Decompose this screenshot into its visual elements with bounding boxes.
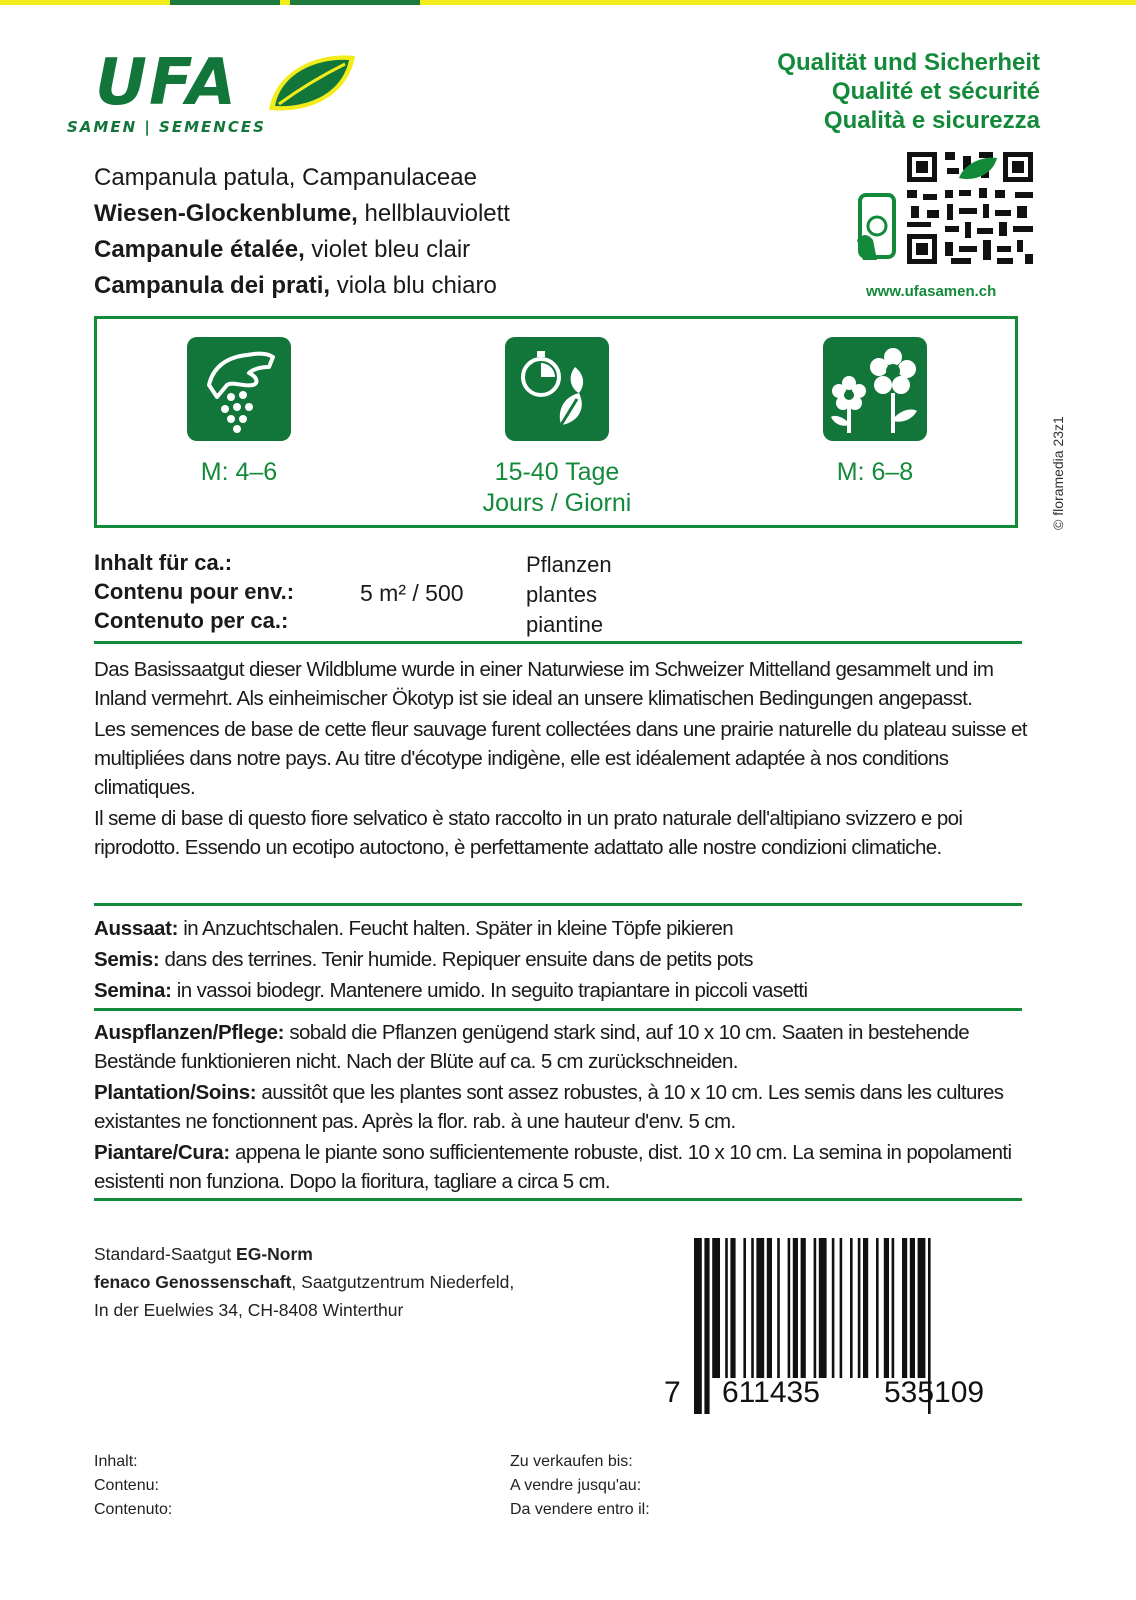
- sowing-section: Aussaat: in Anzuchtschalen. Feucht halten. Später in kleine Töpfe pikieren Semis: dans des terrines. Tenir humide. Repiquer ensuite dans de petits pots Semina: in vassoi biodegr. Mantenere umido. In seguito trapiantare in piccoli vasetti: [94, 917, 808, 1002]
- logo-subtitle: SAMEN | SEMENCES: [67, 118, 266, 136]
- sowing-hand-icon: [187, 337, 291, 441]
- description-it: Il seme di base di questo fiore selvatico è stato raccolto in un prato naturale dell'altipiano svizzero e poi riprodotto. Essendo un ecotipo autoctono, è perfettamente adattato alle nostre condizioni climatiche.: [94, 807, 963, 859]
- sell-by-fields: Zu verkaufen bis: A vendre jusqu'au: Da vendere entro il:: [510, 1453, 650, 1518]
- latin-name: Campanula patula, Campanulaceae: [94, 164, 477, 191]
- website-link[interactable]: www.ufasamen.ch: [866, 283, 997, 300]
- divider: [94, 641, 1022, 644]
- description-fr: Les semences de base de cette fleur sauvage furent collectées dans une prairie naturelle du plateau suisse et multipliées dans notre pays. Au titre d'écotype indigène, elle est idéalement adaptée à nos conditions climatiques.: [94, 718, 1027, 799]
- content-labels: Inhalt für ca.: Contenu pour env.: Contenuto per ca.:: [94, 550, 295, 633]
- content-fill-fields: Inhalt: Contenu: Contenuto:: [94, 1453, 173, 1518]
- qr-code-icon[interactable]: [855, 150, 1040, 280]
- sowing-months-label: M: 4–6: [200, 458, 278, 486]
- ean-digits-left: 611435: [722, 1376, 820, 1409]
- germination-days-label: 15-40 Tage Jours / Giorni: [482, 458, 632, 517]
- divider: [94, 903, 1022, 906]
- quality-de: Qualität und Sicherheit: [777, 49, 1040, 76]
- flowering-icon: [823, 337, 927, 441]
- french-name: Campanule étalée, violet bleu clair: [94, 236, 471, 263]
- ean-digit-prefix: 7: [664, 1376, 681, 1409]
- producer-info: Standard-Saatgut EG-Norm fenaco Genossenschaft, Saatgutzentrum Niederfeld, In der Euelwies 34, CH-8408 Winterthur: [94, 1244, 515, 1320]
- description-de: Das Basissaatgut dieser Wildblume wurde in einer Naturwiese im Schweizer Mittelland gesammelt und im Inland vermehrt. Als einheimischer Ökotyp ist sie ideal an unsere klimatischen Bedingungen angepasst.: [94, 658, 994, 710]
- flowering-months-label: M: 6–8: [836, 458, 914, 486]
- top-color-stripe: [0, 0, 1136, 5]
- content-amount: 5 m² / 500: [360, 580, 464, 606]
- floramedia-copyright: © floramedia 23z1: [1050, 416, 1066, 530]
- quality-it: Qualità e sicurezza: [823, 107, 1040, 134]
- divider: [94, 1198, 1022, 1201]
- smartphone-icon: [857, 195, 894, 260]
- planting-section: Auspflanzen/Pflege: sobald die Pflanzen genügend stark sind, auf 10 x 10 cm. Saaten in bestehende Bestände funktionieren nicht. Nach der Blüte auf ca. 5 cm zurückschneiden. Plantation/Soins: aussitôt que les plantes sont assez robustes, à 10 x 10 cm. Les semis dans les cultures existantes ne fonctionnent pas. Après la flor. rab. à une hauteur d'env. 5 cm. Piantare/Cura: appena le piante sono sufficientemente robuste, dist. 10 x 10 cm. La semina in popolamenti esistenti non funziona. Dopo la fioritura, tagliare a circa 5 cm.: [94, 1021, 1012, 1193]
- ean-digits-right: 535109: [884, 1376, 985, 1409]
- logo-wordmark: UFA: [95, 46, 238, 120]
- description-section: [94, 655, 1028, 864]
- ufa-logo: [67, 48, 377, 143]
- growing-info-box: [94, 316, 1018, 528]
- quality-fr: Qualité et sécurité: [831, 78, 1040, 105]
- quality-heading: [777, 48, 1040, 135]
- leaf-icon: [265, 52, 357, 114]
- divider: [94, 1008, 1022, 1011]
- germination-timer-icon: [505, 337, 609, 441]
- italian-name: Campanula dei prati, viola blu chiaro: [94, 272, 497, 299]
- species-names: [94, 160, 510, 304]
- german-name: Wiesen-Glockenblume, hellblauviolett: [94, 200, 510, 227]
- content-units: Pflanzen plantes piantine: [526, 552, 612, 637]
